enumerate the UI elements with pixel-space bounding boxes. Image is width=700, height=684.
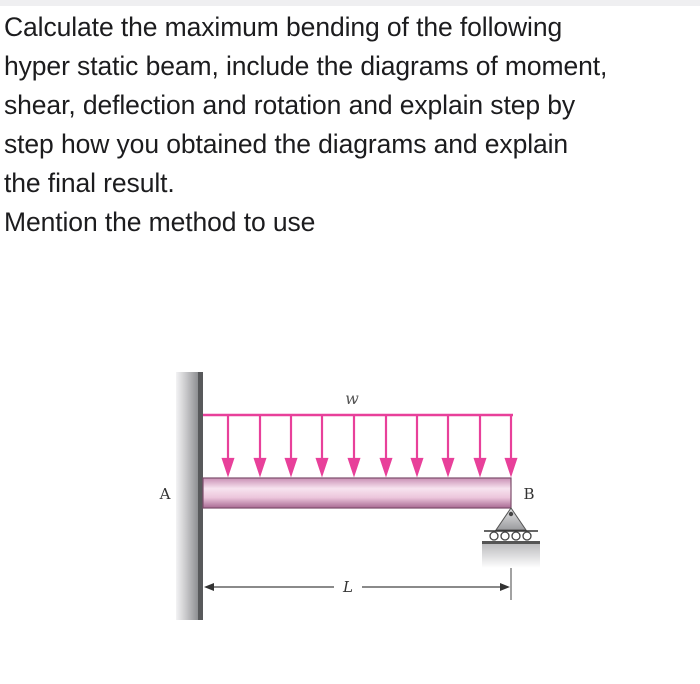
distributed-load [203,415,516,474]
question-line: shear, deflection and rotation and explain step by [4,90,576,120]
question-line: step how you obtained the diagrams and explain [4,129,569,159]
question-line: Calculate the maximum bending of the following [4,12,563,42]
fixed-support-wall [176,372,203,620]
roller-support [482,508,540,568]
question-line: the final result. [4,168,175,198]
span-label: L [343,578,353,596]
support-b-label: B [523,485,535,503]
load-label: w [345,389,359,408]
question-line: hyper static beam, include the diagrams of moment, [4,51,608,81]
load-arrows [223,415,516,474]
support-a-label: A [159,485,171,503]
question-line: Mention the method to use [4,207,316,237]
span-dimension [204,568,511,600]
beam [203,478,511,508]
